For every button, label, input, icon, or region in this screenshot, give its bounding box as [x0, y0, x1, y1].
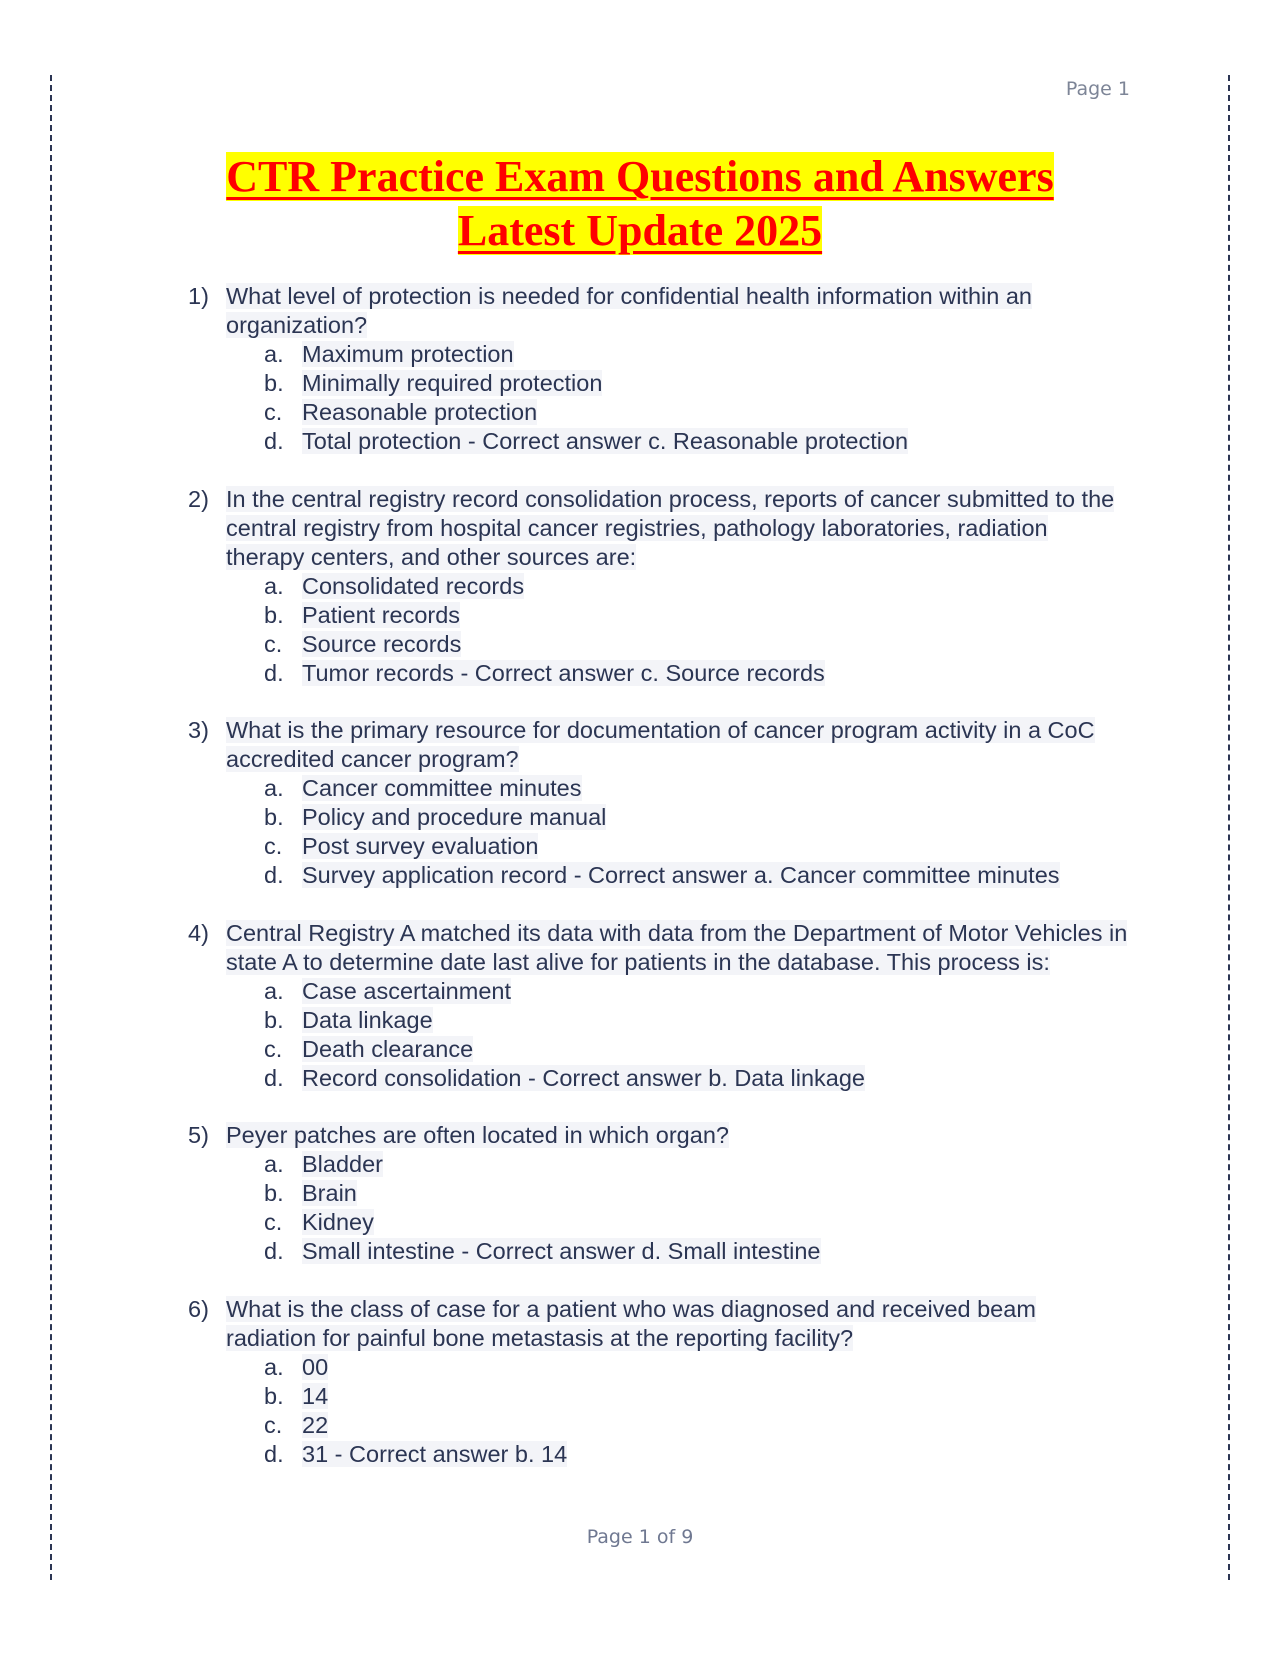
- question-text: [226, 1121, 1128, 1150]
- option-text-content: Case ascertainment: [302, 977, 511, 1004]
- question-number: 3): [188, 717, 209, 743]
- option-text-content: 00: [302, 1353, 329, 1380]
- answer-option: [226, 774, 1128, 803]
- option-text: [302, 572, 524, 601]
- answer-option: [226, 832, 1128, 861]
- question-text-content: What level of protection is needed for confidential health information within an organization?: [226, 283, 1032, 338]
- option-label: a.: [264, 775, 284, 801]
- option-label: c.: [264, 833, 283, 859]
- question-item: [188, 485, 1128, 688]
- question-body: [226, 485, 1128, 688]
- option-label: a.: [264, 341, 284, 367]
- answer-option: [226, 659, 1128, 688]
- option-text: [302, 1150, 383, 1179]
- option-text-content: 31 - Correct answer b. 14: [302, 1440, 568, 1467]
- question-body: [226, 716, 1128, 890]
- option-label: c.: [264, 399, 283, 425]
- option-text: [302, 1208, 374, 1237]
- option-label: b.: [264, 1382, 284, 1409]
- answer-option: [226, 1150, 1128, 1179]
- option-text: [302, 1382, 328, 1411]
- answer-option: [226, 803, 1128, 832]
- option-label: d.: [264, 1064, 284, 1091]
- option-label: d.: [264, 428, 284, 454]
- answer-option: [226, 1353, 1128, 1382]
- header-page-number: Page 1: [1065, 78, 1130, 100]
- question-item: [188, 716, 1128, 890]
- question-text: [226, 485, 1128, 572]
- option-text-content: Cancer committee minutes: [302, 775, 582, 801]
- option-label: b.: [264, 804, 284, 830]
- question-item: [188, 1121, 1128, 1266]
- option-text: [302, 1035, 473, 1064]
- question-number: 1): [188, 283, 209, 309]
- answer-option: [226, 861, 1128, 890]
- option-text: [302, 1440, 567, 1469]
- question-number: 5): [188, 1122, 209, 1148]
- option-text-content: Data linkage: [302, 1006, 433, 1033]
- answer-option: [226, 340, 1128, 369]
- option-text: [302, 803, 606, 832]
- answer-option: [226, 1440, 1128, 1469]
- option-text-content: Record consolidation - Correct answer b. Data linkage: [302, 1064, 865, 1091]
- answer-option: [226, 1411, 1128, 1440]
- question-text-content: Central Registry A matched its data with data from the Department of Motor Vehicles in state A to determine date last alive for patients in the database. This process is:: [226, 919, 1128, 975]
- answer-option: [226, 977, 1128, 1006]
- option-text-content: Total protection - Correct answer c. Reasonable protection: [302, 428, 909, 454]
- question-number: 6): [188, 1295, 209, 1322]
- question-item: [188, 1295, 1128, 1469]
- option-text: [302, 774, 582, 803]
- question-text: [226, 716, 1128, 774]
- option-text: [302, 398, 537, 427]
- answer-option: [226, 1006, 1128, 1035]
- option-label: b.: [264, 601, 284, 628]
- option-text: [302, 630, 461, 659]
- option-text-content: Tumor records - Correct answer c. Source records: [302, 659, 825, 686]
- page-border-left: [50, 75, 52, 1580]
- option-text-content: 14: [302, 1382, 329, 1409]
- option-label: c.: [264, 630, 283, 657]
- answer-option: [226, 1208, 1128, 1237]
- option-text-content: Patient records: [302, 601, 461, 628]
- option-label: b.: [264, 1180, 284, 1206]
- title-line-1: CTR Practice Exam Questions and Answers: [226, 152, 1054, 201]
- question-text-content: In the central registry record consolidation process, reports of cancer submitted to the central registry from hospital cancer registries, pathology laboratories, radiation therapy centers, and other sources are:: [226, 485, 1115, 570]
- answer-option: [226, 1179, 1128, 1208]
- option-text-content: Survey application record - Correct answer a. Cancer committee minutes: [302, 862, 1060, 888]
- option-text: [302, 1411, 328, 1440]
- option-text: [302, 832, 538, 861]
- option-text-content: Bladder: [302, 1151, 383, 1177]
- document-title: [0, 150, 1280, 258]
- question-text-content: What is the primary resource for documentation of cancer program activity in a CoC accredited cancer program?: [226, 717, 1095, 772]
- option-text: [302, 340, 514, 369]
- option-text: [302, 1006, 433, 1035]
- question-body: [226, 919, 1128, 1093]
- page-border-right: [1228, 75, 1230, 1580]
- option-label: c.: [264, 1209, 283, 1235]
- option-text-content: Minimally required protection: [302, 370, 603, 396]
- option-text-content: Post survey evaluation: [302, 833, 539, 859]
- option-text: [302, 1179, 357, 1208]
- option-text: [302, 1353, 328, 1382]
- answer-option: [226, 630, 1128, 659]
- option-label: b.: [264, 1006, 284, 1033]
- option-text-content: Policy and procedure manual: [302, 804, 607, 830]
- option-text-content: Source records: [302, 630, 462, 657]
- option-text: [302, 659, 825, 688]
- answer-option: [226, 427, 1128, 456]
- question-item: [188, 919, 1128, 1093]
- question-text-content: Peyer patches are often located in which organ?: [226, 1122, 729, 1148]
- answer-option: [226, 1035, 1128, 1064]
- question-body: [226, 282, 1128, 456]
- answer-option: [226, 1064, 1128, 1093]
- question-text-content: What is the class of case for a patient who was diagnosed and received beam radiation for painful bone metastasis at the reporting facility?: [226, 1295, 1036, 1351]
- option-label: a.: [264, 1151, 284, 1177]
- answer-option: [226, 572, 1128, 601]
- option-label: d.: [264, 1440, 284, 1467]
- option-label: d.: [264, 862, 284, 888]
- option-text-content: Small intestine - Correct answer d. Small intestine: [302, 1238, 821, 1264]
- option-text: [302, 427, 908, 456]
- option-text-content: Death clearance: [302, 1035, 474, 1062]
- option-label: a.: [264, 572, 284, 599]
- option-text-content: Reasonable protection: [302, 399, 538, 425]
- option-text: [302, 1237, 821, 1266]
- option-label: c.: [264, 1411, 283, 1438]
- option-label: d.: [264, 659, 284, 686]
- footer-page-number: Page 1 of 9: [586, 1526, 694, 1548]
- option-text-content: Maximum protection: [302, 341, 514, 367]
- option-text: [302, 977, 511, 1006]
- question-body: [226, 1121, 1128, 1266]
- option-text-content: Consolidated records: [302, 572, 525, 599]
- option-text: [302, 861, 1060, 890]
- question-list: [188, 282, 1128, 1497]
- question-body: [226, 1295, 1128, 1469]
- answer-option: [226, 601, 1128, 630]
- question-text: [226, 919, 1128, 977]
- option-label: b.: [264, 370, 284, 396]
- title-line-2: Latest Update 2025: [457, 206, 823, 255]
- option-text: [302, 601, 460, 630]
- question-item: [188, 282, 1128, 456]
- answer-option: [226, 1237, 1128, 1266]
- option-text-content: Brain: [302, 1180, 357, 1206]
- option-text: [302, 369, 602, 398]
- question-text: [226, 1295, 1128, 1353]
- answer-option: [226, 369, 1128, 398]
- question-number: 2): [188, 485, 209, 512]
- option-label: d.: [264, 1238, 284, 1264]
- question-text: [226, 282, 1128, 340]
- answer-option: [226, 398, 1128, 427]
- question-number: 4): [188, 919, 209, 946]
- option-text: [302, 1064, 865, 1093]
- option-text-content: Kidney: [302, 1209, 374, 1235]
- answer-option: [226, 1382, 1128, 1411]
- option-text-content: 22: [302, 1411, 329, 1438]
- option-label: a.: [264, 977, 284, 1004]
- option-label: c.: [264, 1035, 283, 1062]
- option-label: a.: [264, 1353, 284, 1380]
